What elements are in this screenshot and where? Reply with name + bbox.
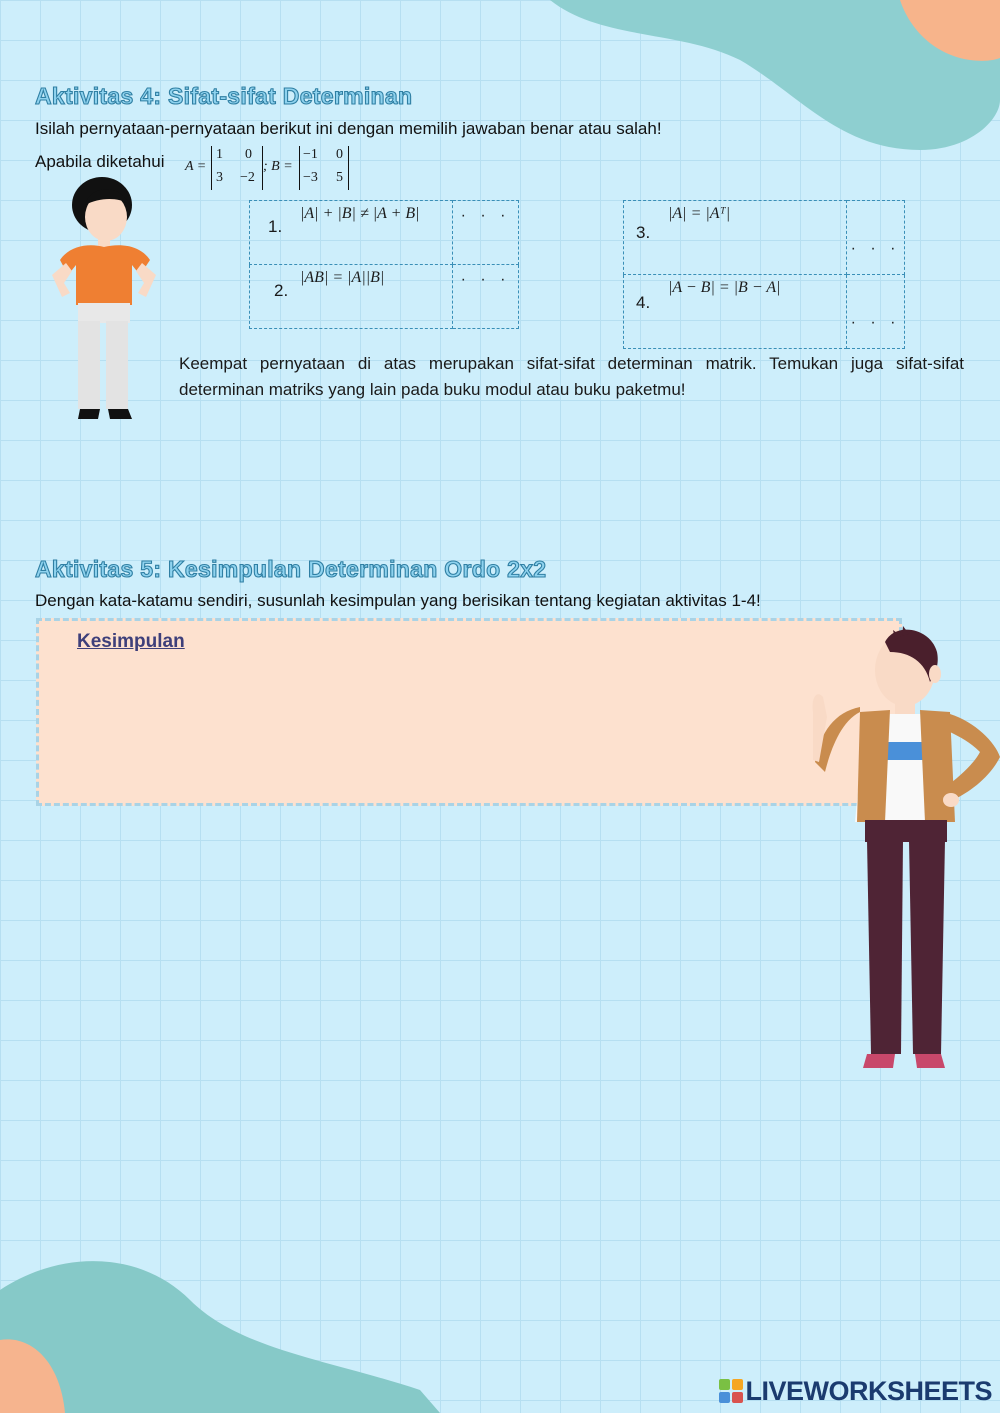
activity4-instruction: Isilah pernyataan-pernyataan berikut ini dengan memilih jawaban benar atau salah! [35,119,662,138]
statement-row-4 [624,275,905,349]
statement-table-left [249,200,519,329]
activity5-title: Aktivitas 5: Kesimpulan Determinan Ordo 2x2 [35,556,547,582]
activity4-paragraph: Keempat pernyataan di atas merupakan sifat-sifat determinan matrik. Temukan juga sifat-sifat determinan matriks yang lain pada buku modul atau buku paketmu! [179,354,964,399]
statement-1-number: 1. [268,217,283,236]
statement-3-answer[interactable]: · · · [847,201,905,275]
statement-row-2 [250,265,519,329]
activity4-title: Aktivitas 4: Sifat-sifat Determinan [35,83,413,109]
statement-row-1 [250,201,519,265]
matrix-a: 1 0 3 −2 [211,146,263,190]
conclusion-label: Kesimpulan [77,631,185,652]
statement-2-answer[interactable]: · · · [453,265,519,329]
matrix-b-label: ; B = [263,159,293,174]
statement-table-right [623,200,905,349]
statement-4-formula: |A − B| = |B − A| [668,279,781,296]
boy-illustration [805,622,1000,1070]
activity5-instruction: Dengan kata-katamu sendiri, susunlah kesimpulan yang berisikan tentang kegiatan aktivitas 1-4! [35,591,761,610]
statement-2-formula: |AB| = |A||B| [300,269,385,286]
statement-1-answer[interactable]: · · · [453,201,519,265]
statement-3-formula: |A| = |Aᵀ| [668,205,731,222]
statement-1-formula: |A| + |B| ≠ |A + B| [300,205,420,222]
matrix-a-label: A = [185,159,207,174]
statement-3-number: 3. [636,223,651,242]
statement-4-answer[interactable]: · · · [847,275,905,349]
statement-2-number: 2. [274,281,289,300]
statement-row-3 [624,201,905,275]
girl-illustration [40,175,170,425]
logo-grid-icon [719,1379,743,1403]
liveworksheets-logo [719,1376,992,1407]
statement-4-number: 4. [636,293,651,312]
matrix-b: −1 0 −3 5 [299,146,349,190]
logo-text: LIVEWORKSHEETS [745,1376,992,1406]
given-label: Apabila diketahui [35,152,165,171]
bottom-left-blob [0,1250,460,1413]
conclusion-box[interactable] [36,618,902,806]
